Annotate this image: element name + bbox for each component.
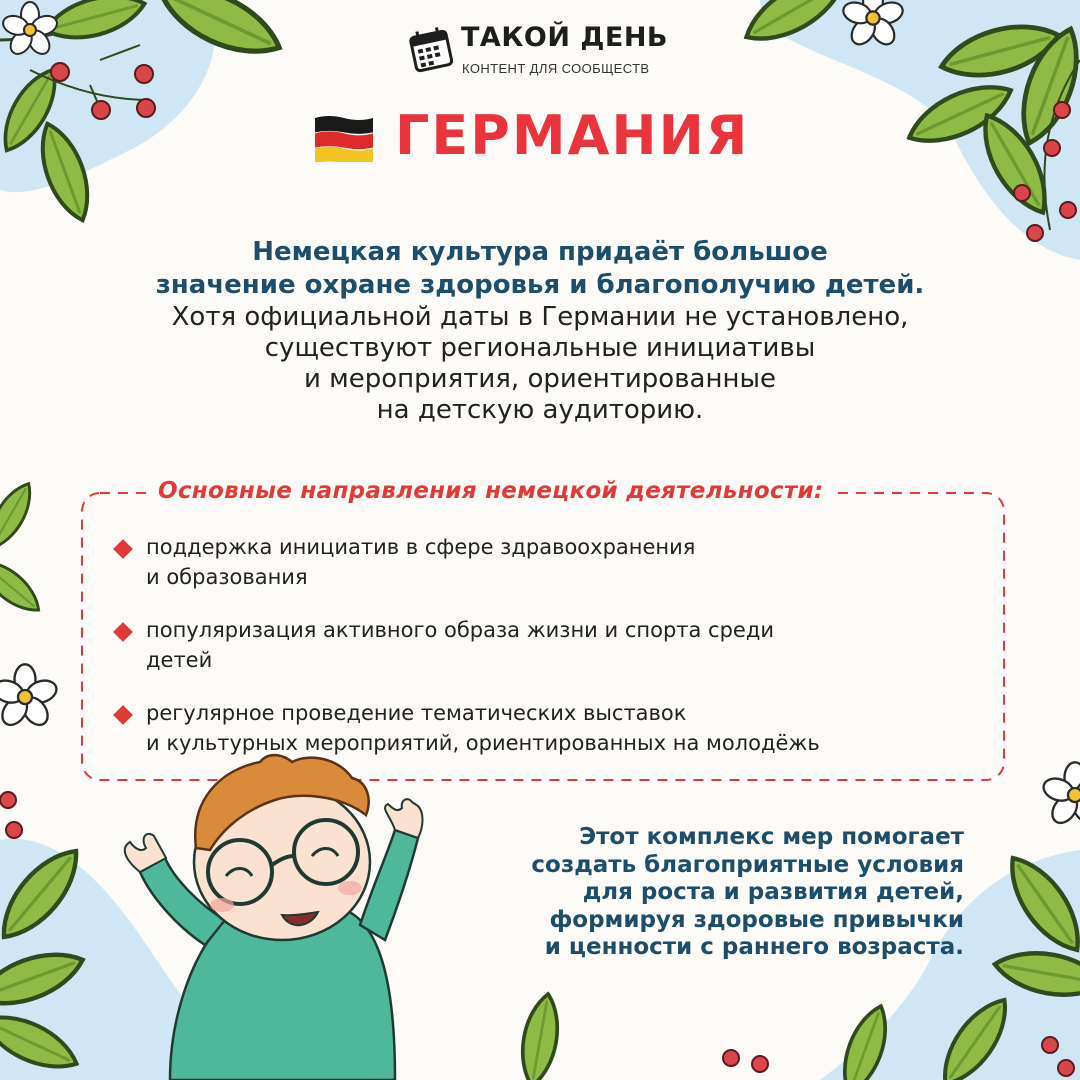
brand-tagline: КОНТЕНТ ДЛЯ СООБЩЕСТВ — [462, 61, 650, 76]
conclusion-line: создать благоприятные условия — [531, 851, 964, 878]
diamond-bullet-icon — [113, 705, 133, 725]
flag-stripe — [315, 147, 373, 162]
berry-icon — [0, 792, 22, 838]
directions-title-text: Основные направления немецкой деятельности: — [148, 478, 833, 504]
intro-line: и мероприятия, ориентированные — [304, 364, 776, 394]
list-item-line: и образования — [146, 565, 308, 589]
conclusion-line: и ценности с раннего возраста. — [544, 934, 964, 960]
list-item-line: и культурных мероприятий, ориентированных на молодёжь — [146, 731, 820, 755]
list-item — [110, 615, 1010, 675]
country-title: ГЕРМАНИЯ — [395, 104, 750, 167]
conclusion-line: для роста и развития детей, — [582, 879, 964, 905]
conclusion-line: формируя здоровые привычки — [549, 906, 964, 933]
flower-icon — [0, 664, 59, 729]
list-item — [110, 532, 1010, 592]
intro-bold-line: значение охране здоровья и благополучию детей. — [155, 270, 925, 300]
list-item-line: поддержка инициатив в сфере здравоохранения — [146, 535, 696, 559]
intro-bold-line: Немецкая культура придаёт большое — [252, 237, 828, 267]
leaf-icon — [0, 477, 40, 555]
conclusion-text — [440, 824, 964, 962]
list-item-line: регулярное проведение тематических выставок — [146, 701, 687, 725]
intro-line: Хотя официальной даты в Германии не установлено, — [171, 302, 909, 332]
brand-name: ТАКОЙ ДЕНЬ — [461, 22, 668, 53]
directions-title — [148, 478, 833, 504]
brand-logo — [405, 20, 695, 80]
diamond-bullet-icon — [113, 539, 133, 559]
list-item — [110, 698, 1010, 758]
intro-line: существуют региональные инициативы — [264, 333, 816, 363]
flag-stripe — [315, 116, 373, 134]
leaf-icon — [0, 552, 47, 620]
flag-stripe — [315, 131, 373, 149]
list-item-line: популяризация активного образа жизни и спорта среди — [146, 618, 775, 642]
flower-icon — [1041, 762, 1080, 827]
diamond-bullet-icon — [113, 622, 133, 642]
calendar-icon — [405, 24, 457, 76]
list-item-line: детей — [146, 648, 213, 672]
directions-list — [110, 532, 1010, 781]
germany-flag-icon — [313, 116, 375, 162]
intro-line: на детскую аудиторию. — [376, 395, 704, 425]
intro-text — [60, 236, 1020, 426]
conclusion-line: Этот комплекс мер помогает — [579, 824, 964, 850]
